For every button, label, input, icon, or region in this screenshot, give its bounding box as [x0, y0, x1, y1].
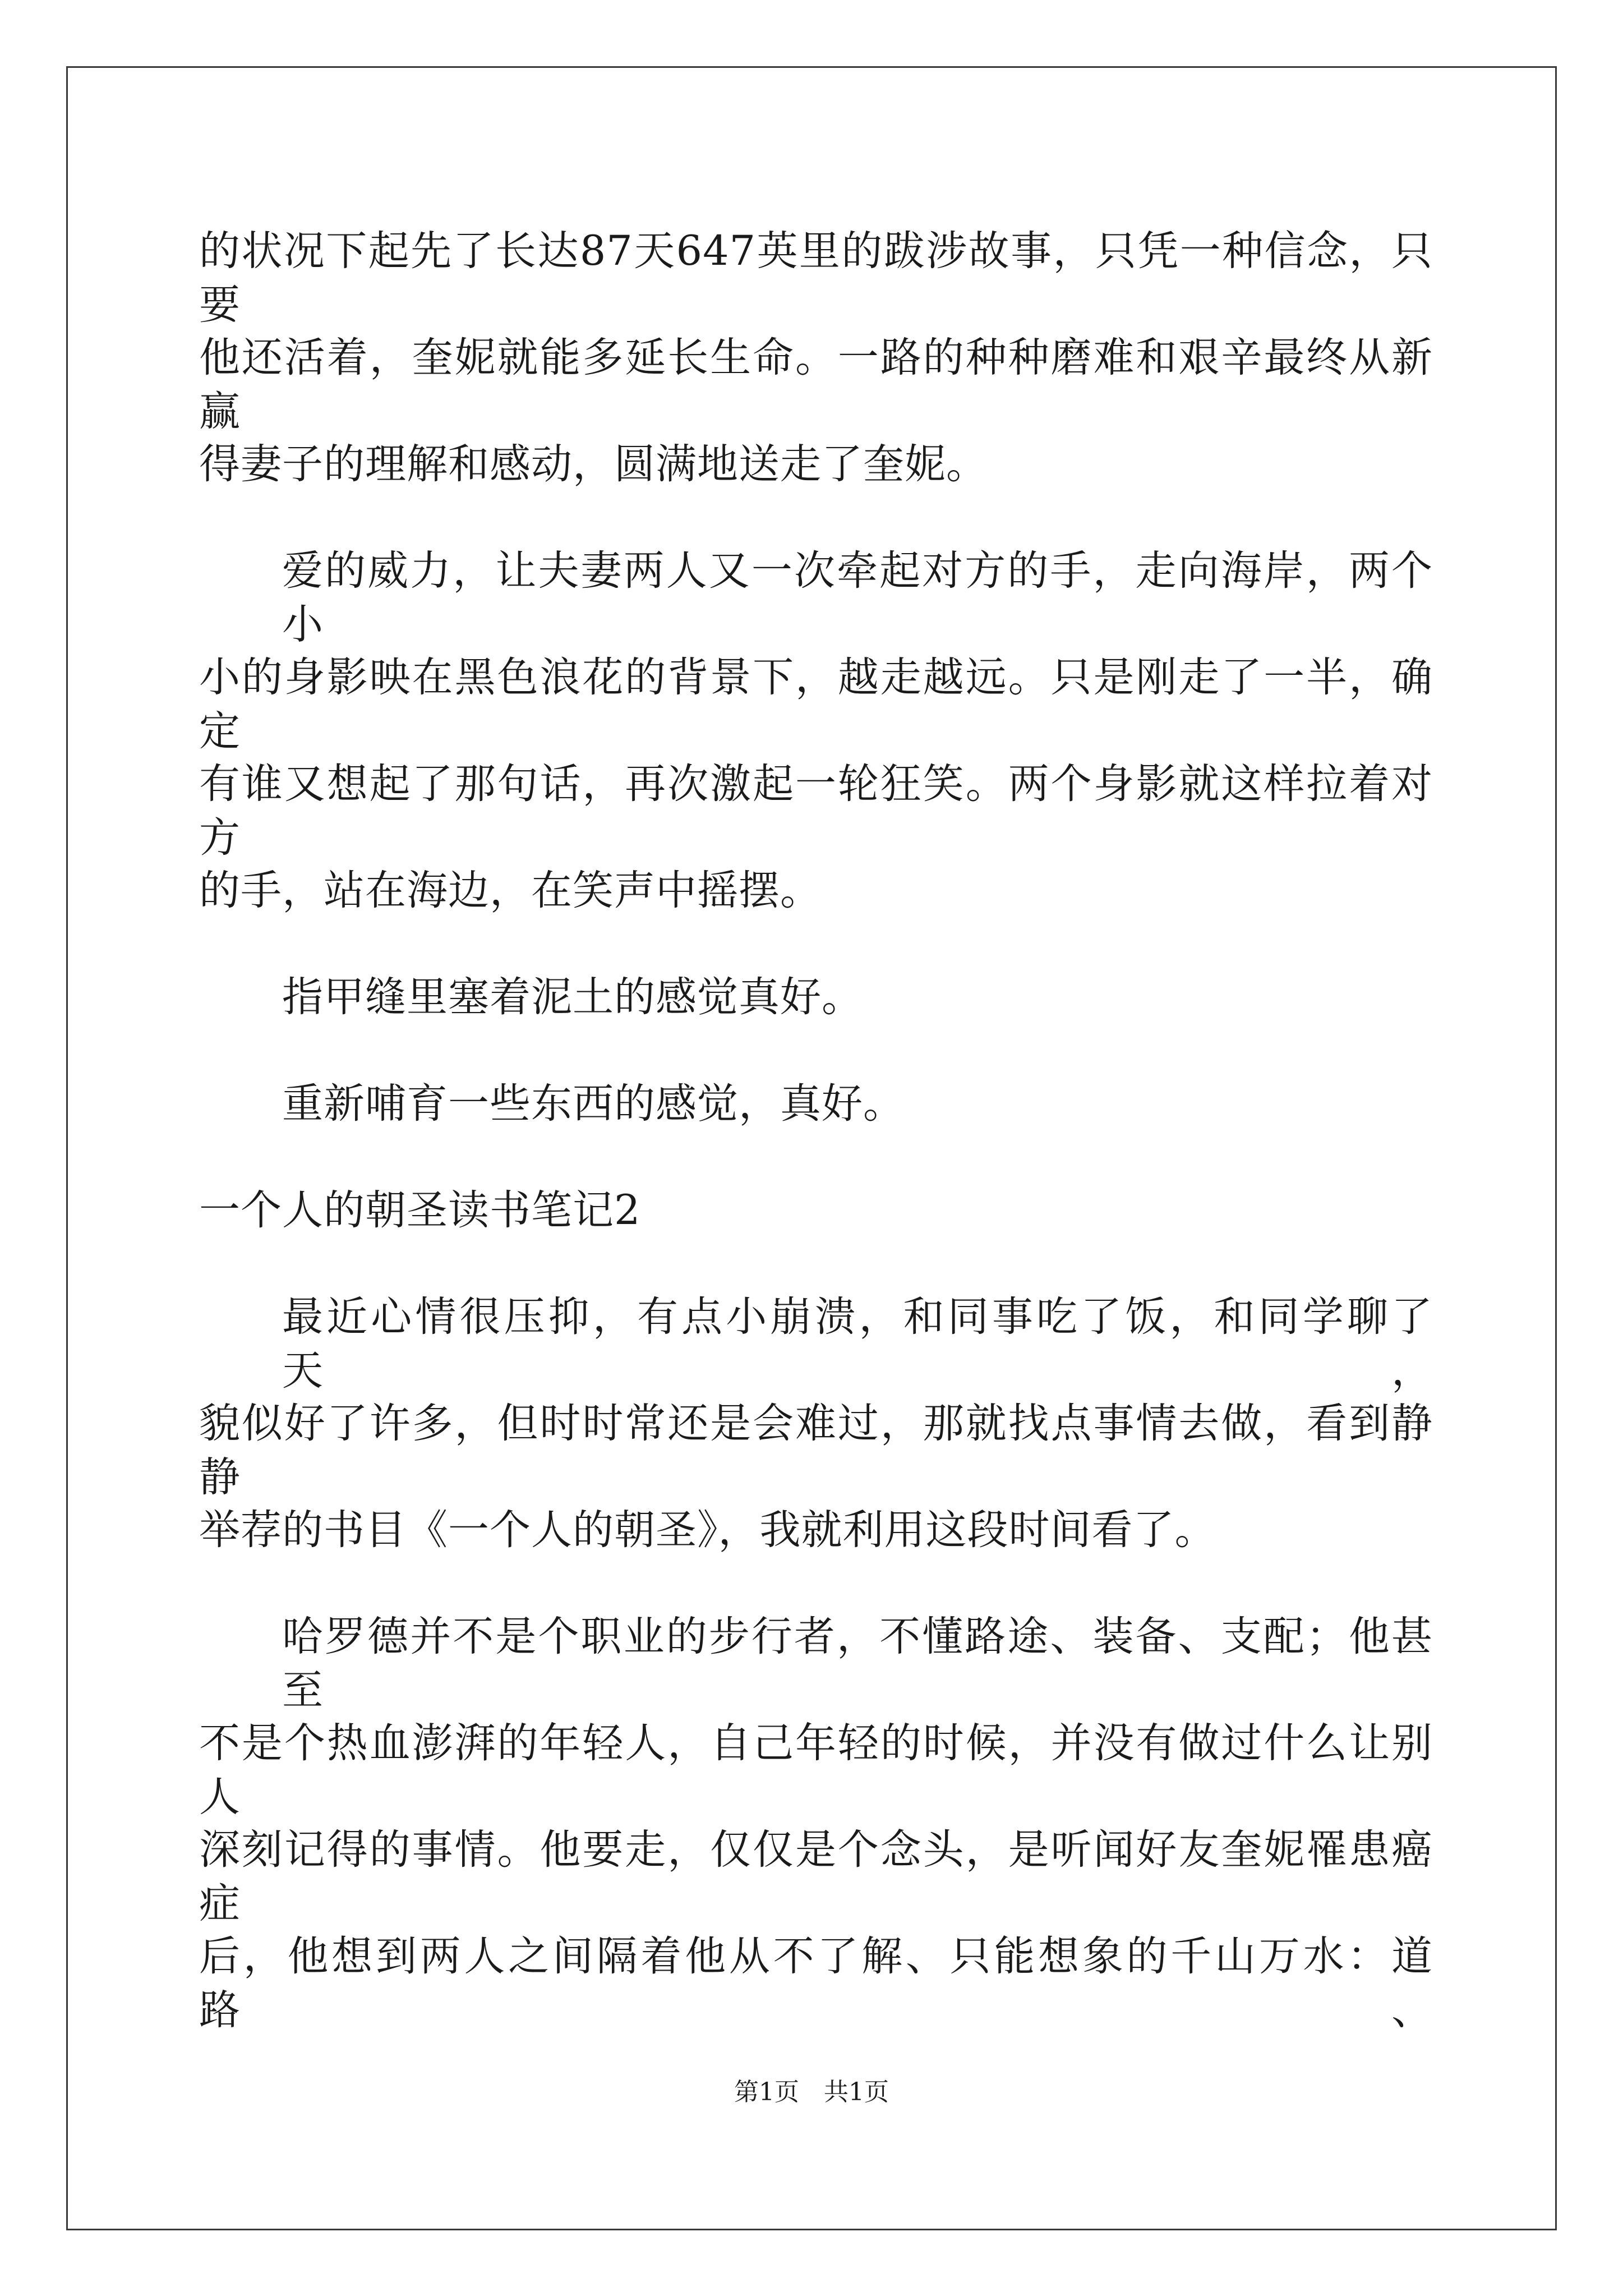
text-line: 的状况下起先了长达87天647英里的跋涉故事，只凭一种信念，只要 — [199, 227, 1433, 329]
text-line: 不是个热血澎湃的年轻人，自己年轻的时候，并没有做过什么让别人 — [199, 1719, 1433, 1821]
page-number-footer: 第1页 共1页 — [734, 2078, 889, 2106]
text-line: 深刻记得的事情。他要走，仅仅是个念头，是听闻好友奎妮罹患癌症 — [199, 1826, 1433, 1927]
text-line: 举荐的书目《一个人的朝圣》，我就利用这段时间看了。 — [199, 1506, 1216, 1554]
text-line: 爱的威力，让夫妻两人又一次牵起对方的手，走向海岸，两个小 — [282, 547, 1433, 648]
text-line: 他还活着，奎妮就能多延长生命。一路的种种磨难和艰辛最终从新赢 — [199, 334, 1433, 435]
section-heading: 一个人的朝圣读书笔记2 — [199, 1186, 641, 1234]
text-line: 的手，站在海边，在笑声中摇摆。 — [199, 867, 822, 914]
text-line: 最近心情很压抑，有点小崩溃，和同事吃了饭，和同学聊了天， — [282, 1293, 1433, 1395]
text-line: 貌似好了许多，但时时常还是会难过，那就找点事情去做，看到静静 — [199, 1400, 1433, 1501]
text-line: 得妻子的理解和感动，圆满地送走了奎妮。 — [199, 440, 988, 488]
text-line: 后，他想到两人之间隔着他从不了解、只能想象的千山万水：道路、 — [199, 1932, 1433, 2034]
text-line: 重新哺育一些东西的感觉，真好。 — [282, 1080, 905, 1128]
text-line: 有谁又想起了那句话，再次激起一轮狂笑。两个身影就这样拉着对方 — [199, 760, 1433, 862]
text-line: 哈罗德并不是个职业的步行者，不懂路途、装备、支配；他甚至 — [282, 1613, 1433, 1714]
text-line: 小的身影映在黑色浪花的背景下，越走越远。只是刚走了一半，确定 — [199, 654, 1433, 755]
text-line: 指甲缝里塞着泥土的感觉真好。 — [282, 973, 863, 1021]
